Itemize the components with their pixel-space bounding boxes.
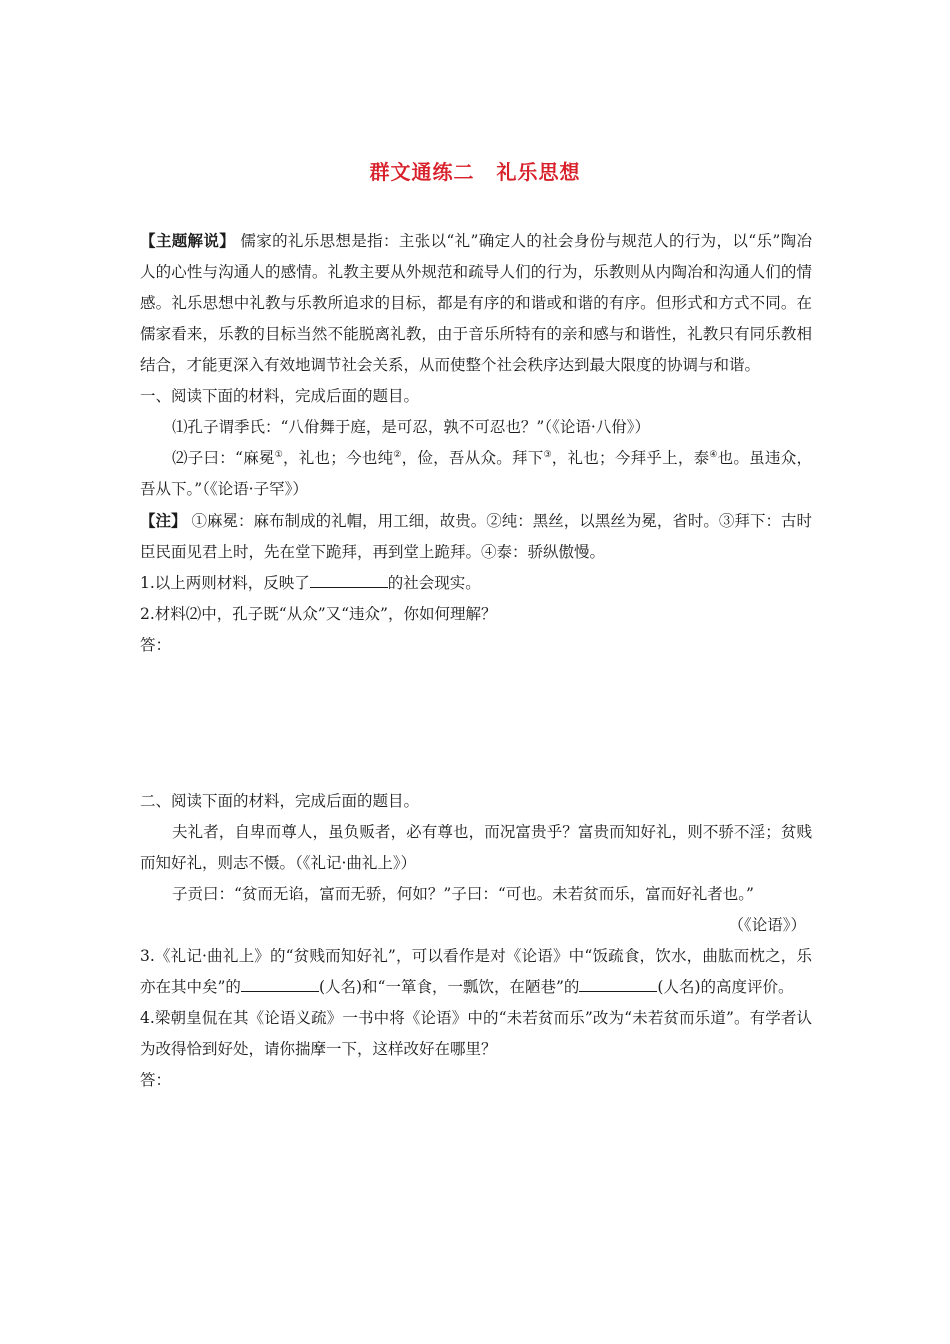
question-1: 1.以上两则材料，反映了 的社会现实。: [140, 574, 481, 592]
answer-blank-1[interactable]: [310, 572, 388, 588]
intro-paragraph: [140, 225, 812, 381]
section1-material2: ⑵子曰：“麻冕①，礼也；今也纯②，俭，吾从众。拜下③，礼也；今拜乎上，泰④也。虽违众，吾从下。”（《论语·子罕》）: [140, 449, 812, 498]
question-3: 3.《礼记·曲礼上》的“贫贱而知好礼”，可以看作是对《论语》中“饭疏食，饮水，曲肱而枕之，乐亦在其中矣”的 (人名)和“一箪食，一瓢饮，在陋巷”的 (人名)的高度评价。: [140, 947, 812, 996]
section1-material1: ⑴孔子谓季氏：“八佾舞于庭，是可忍，孰不可忍也？”（《论语·八佾》）: [172, 418, 651, 436]
note-text: ①麻冕：麻布制成的礼帽，用工细，故贵。②纯：黑丝，以黑丝为冕，省时。③拜下：古时臣民面见君上时，先在堂下跪拜，再到堂上跪拜。④泰：骄纵傲慢。: [140, 512, 812, 561]
answer-blank-3a[interactable]: [241, 976, 319, 992]
section2-heading: 二、阅读下面的材料，完成后面的题目。: [140, 792, 420, 810]
answer-label-2: 答：: [140, 636, 172, 654]
page-title: [0, 156, 950, 185]
title-part2: 礼乐思想: [496, 160, 581, 184]
question-2: 2.材料⑵中，孔子既“从众”又“违众”，你如何理解？: [140, 605, 497, 623]
section1-heading: 一、阅读下面的材料，完成后面的题目。: [140, 387, 420, 405]
title-part1: 群文通练二: [369, 160, 475, 184]
section2-block: [140, 786, 812, 1096]
intro-text: 儒家的礼乐思想是指：主张以“礼”确定人的社会身份与规范人的行为，以“乐”陶冶人的心性与沟通人的感情。礼教主要从外规范和疏导人们的行为，乐教则从内陶冶和沟通人们的情感。礼乐思想中礼教与乐教所追求的目标，都是有序的和谐或和谐的有序。但形式和方式不同。在儒家看来，乐教的目标当然不能脱离礼教，由于音乐所特有的亲和感与和谐性，礼教只有同乐教相结合，才能更深入有效地调节社会关系，从而使整个社会秩序达到最大限度的协调与和谐。: [140, 232, 812, 374]
question-4: 4.梁朝皇侃在其《论语义疏》一书中将《论语》中的“未若贫而乐”改为“未若贫而乐道”。有学者认为改得恰到好处，请你揣摩一下，这样改好在哪里？: [140, 1009, 812, 1058]
section2-source: （《论语》）: [728, 916, 806, 934]
section1-note: [140, 505, 812, 568]
section2-passage2: 子贡曰：“贫而无谄，富而无骄，何如？”子曰：“可也。未若贫而乐，富而好礼者也。”: [172, 885, 754, 903]
answer-label-4: 答：: [140, 1071, 172, 1089]
note-label: 【注】: [140, 511, 187, 530]
intro-label: 【主题解说】: [140, 231, 236, 250]
intro-block: [140, 225, 812, 661]
section2-passage1: 夫礼者，自卑而尊人，虽负贩者，必有尊也，而况富贵乎？富贵而知好礼，则不骄不淫；贫贱而知好礼，则志不慑。（《礼记·曲礼上》）: [140, 823, 812, 872]
answer-blank-3b[interactable]: [579, 976, 657, 992]
